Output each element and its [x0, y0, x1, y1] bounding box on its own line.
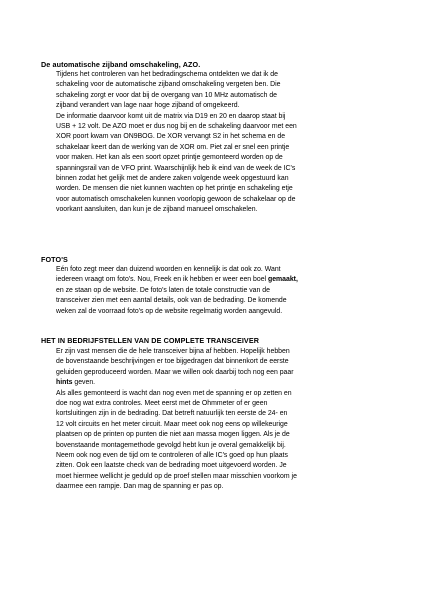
paragraph-line: 12 volt circuits en het meter circuit. Maar meet ook nog eens op willekeurige: [56, 420, 288, 428]
paragraph-line: binnen zodat het gelijk met de andere zaken volgende week opgestuurd kan: [56, 174, 289, 182]
section-body-azo: [56, 70, 388, 215]
paragraph-line: Er zijn vast mensen die de hele transceiver bijna af hebben. Hopelijk hebben: [56, 348, 290, 355]
paragraph-line: de bovenstaande beschrijvingen er toe bijgedragen dat binnenkort de eerste: [56, 358, 289, 366]
paragraph-line: transceiver zien met een aantal details, ook van de bedrading. De komende: [56, 297, 287, 305]
paragraph-line: bovenstaande montagemethode gevolgd hebt kun je overal gemakkelijk bij.: [56, 441, 286, 449]
paragraph-line: daarmee een rampje. Dan mag de spanning er pas op.: [56, 483, 224, 491]
paragraph-line: voorkant aansluiten, dan kun je de zijband manueel omschakelen.: [56, 206, 258, 214]
paragraph-line: Als alles gemonteerd is wacht dan nog even met de spanning er op zetten en: [56, 389, 292, 397]
paragraph-line: voor automatisch omschakelen kunnen voorlopig gewoon de schakelaar op de: [56, 195, 296, 203]
paragraph-line: weken zal de voorraad foto's op de website regelmatig worden aangevuld.: [56, 307, 283, 315]
paragraph-line: worden. De mensen die niet kunnen wachten op het printje en schakeling etje: [56, 185, 293, 193]
section-heading-azo: De automatische zijband omschakeling, AZO.: [41, 60, 201, 69]
paragraph-line: USB + 12 volt. De AZO moet er dus nog bij en de schakeling daarvoor met een: [56, 122, 297, 130]
paragraph-line: schakeling voor de automatische zijband omschakeling vergeten ben. Die: [56, 81, 281, 89]
paragraph-line: Eén foto zegt meer dan duizend woorden en kennelijk is dat ook zo. Want: [56, 266, 281, 273]
paragraph-line: schakeling zorgt er voor dat bij de overgang van 10 MHz automatisch de: [56, 91, 278, 99]
paragraph-line: Neem ook nog even de tijd om te controleren of alle IC's goed op hun plaats: [56, 451, 288, 459]
paragraph-line: schakelaar keert dan de werking van de XOR om. Piet zal er snel een printje: [56, 143, 290, 151]
paragraph-line: voor maken. Het kan als een soort opzet printje gemonteerd worden op de: [56, 154, 283, 162]
paragraph-line: geluiden geproduceerd worden. Maar we willen ook daarbij toch nog een paar: [56, 368, 294, 376]
section-heading-inbedrijfstellen: HET IN BEDRIJFSTELLEN VAN DE COMPLETE TRANSCEIVER: [41, 336, 260, 345]
paragraph-line: doe nog wat extra controles. Meet eerst met de Ohmmeter of er geen: [56, 399, 268, 407]
paragraph-line: plaatsen op de printen op punten die niet aan massa mogen liggen. Als je de: [56, 431, 290, 439]
paragraph-line: iedereen vraagt om foto's. Nou, Freek en ik hebben er weer een boel gemaakt,: [56, 276, 298, 284]
paragraph-line: hints geven.: [56, 379, 96, 387]
paragraph-line: kortsluitingen zijn in de bedrading. Dat betreft natuurlijk ten eerste de 24- en: [56, 410, 288, 418]
paragraph-line: spanningsrail van de VFO print. Waarschijnlijk heb ik eind van de week de IC's: [56, 164, 296, 172]
paragraph-line: zitten. Ook een laatste check van de bedrading moet uitgevoerd worden. Je: [56, 462, 287, 470]
paragraph-line: XOR poort kwam van ON9BOG. De XOR vervangt S2 in het schema en de: [56, 133, 286, 141]
paragraph-line: zijband verandert van lage naar hoge zijband of omgekeerd.: [56, 102, 240, 110]
section-body-inbedrijfstellen: [56, 347, 388, 492]
section-heading-fotos: FOTO'S: [41, 255, 68, 264]
paragraph-line: en ze staan op de website. De foto's laten de totale constructie van de: [56, 286, 270, 294]
section-body-fotos: [56, 265, 388, 317]
paragraph-line: moet hiermee wellicht je geduld op de proef stellen maar misschien voorkom je: [56, 472, 297, 480]
paragraph-line: De informatie daarvoor komt uit de matrix via D19 en 20 en daarop staat bij: [56, 112, 286, 120]
paragraph-line: Tijdens het controleren van het bedradingschema ontdekten we dat ik de: [56, 71, 278, 78]
